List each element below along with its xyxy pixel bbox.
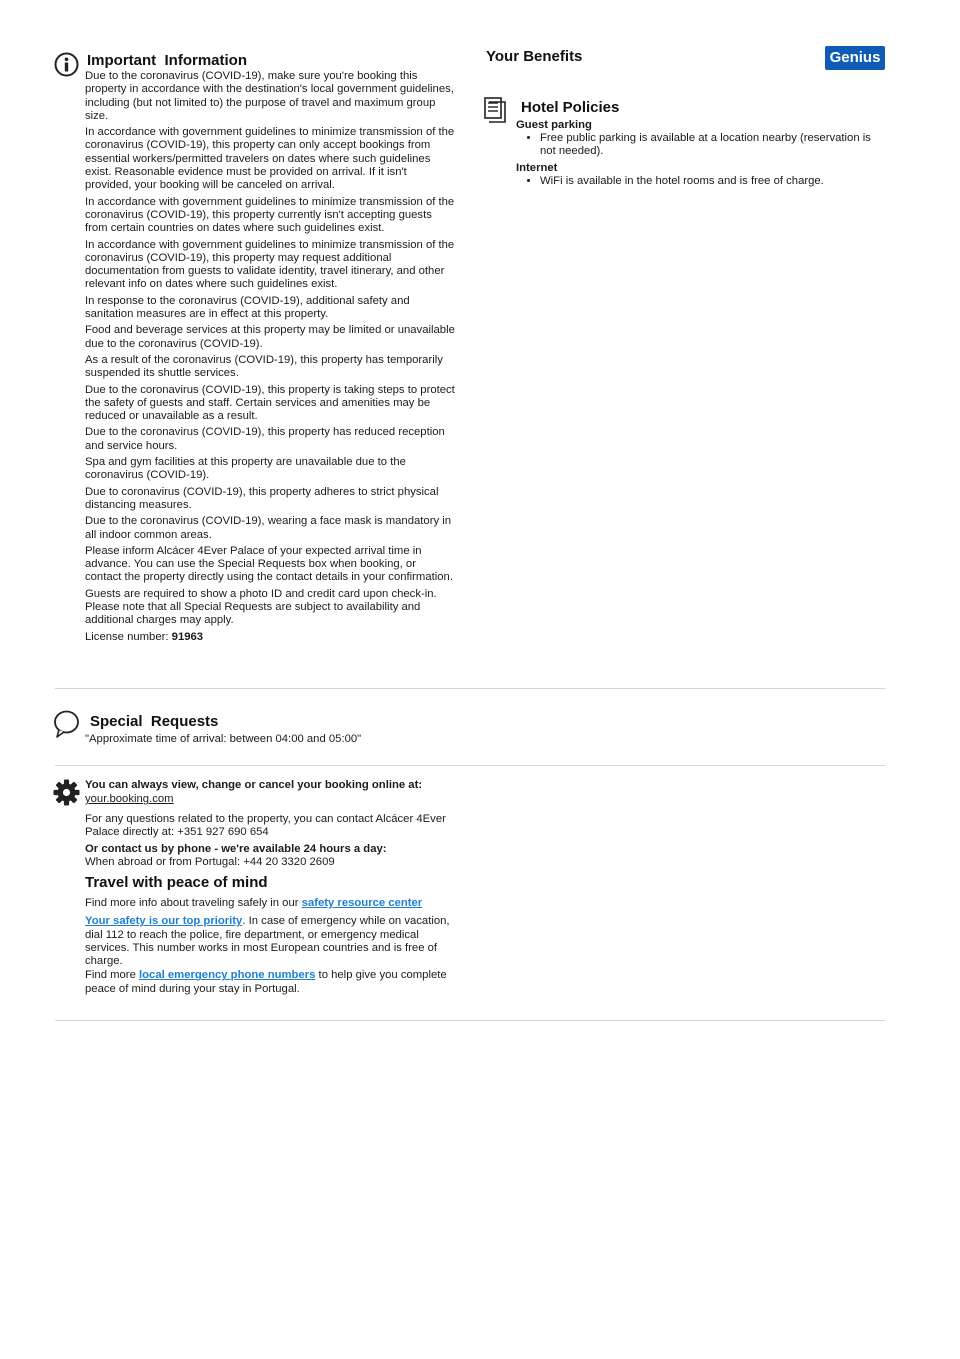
info-paragraph: Guests are required to show a photo ID and credit card upon check-in. Please note that all Special Requests are subject to availability and additional charges may apply. xyxy=(85,587,437,627)
info-paragraph: In accordance with government guidelines to minimize transmission of the coronavirus (COVID-19), this property may request additional documentation from guests to validate identity, travel itinerary, and other relevant info on dates where such guidelines exist. xyxy=(85,238,455,291)
booking-link[interactable]: your.booking.com xyxy=(85,793,174,806)
info-paragraph: Due to coronavirus (COVID-19), this property adheres to strict physical distancing measures. xyxy=(85,485,439,511)
divider xyxy=(55,1020,885,1021)
travel-line-1 xyxy=(85,897,457,910)
manage-booking-link-line xyxy=(85,793,457,806)
travel-line-2-text: . In case of emergency while on vacation, dial 112 to reach the police, fire department, or emergency medical services. This number works in most European countries and is free of charge. xyxy=(85,915,450,968)
info-paragraph: In response to the coronavirus (COVID-19), additional safety and sanitation measures are in effect at this property. xyxy=(85,294,410,321)
info-paragraph: Due to the coronavirus (COVID-19), wearing a face mask is mandatory in all indoor common areas. xyxy=(85,515,452,541)
manage-booking-heading-text: You can always view, change or cancel your booking online at: xyxy=(85,779,423,791)
guest-parking-heading: Guest parking xyxy=(516,119,592,131)
info-paragraph: Due to the coronavirus (COVID-19), make sure you're booking this property in accordance with the destination's local government guidelines, including (but not limited to) the purpose of travel and maximum group size. xyxy=(85,70,454,122)
phone-heading xyxy=(85,843,457,856)
travel-line-3-post: to help give you complete peace of mind during your stay in Portugal. xyxy=(85,969,447,995)
important-information-body xyxy=(85,70,455,647)
internet-heading: Internet xyxy=(516,161,558,174)
travel-body xyxy=(85,897,457,996)
travel-line-1-text: Find more info about traveling safely in our xyxy=(85,897,302,909)
info-paragraph: As a result of the coronavirus (COVID-19), this property has temporarily suspended its shuttle services. xyxy=(85,353,443,380)
phone-heading-text: Or contact us by phone - we're available 24 hours a day: xyxy=(85,843,387,856)
divider xyxy=(55,765,885,766)
travel-line-2 xyxy=(85,915,457,968)
special-requests-text: "Approximate time of arrival: between 04:00 and 05:00" xyxy=(85,733,362,745)
info-paragraph: In accordance with government guidelines to minimize transmission of the coronavirus (COVID-19), this property can only accept bookings from essential workers/permitted travelers on dates where such guidelines exist. Reasonable evidence must be provided on arrival. If it isn't provided, your booking will be canceled on arrival. xyxy=(85,126,455,192)
list-item: • Free public parking is available at a location nearby (reservation is not needed). xyxy=(540,132,886,159)
divider xyxy=(55,688,885,689)
speech-bubble-icon xyxy=(53,710,80,738)
info-paragraph: In accordance with government guidelines to minimize transmission of the coronavirus (COVID-19), this property currently isn't accepting guests from certain countries on dates where such guidelines exist. xyxy=(85,195,455,235)
property-contact-text: For any questions related to the property, you can contact Alcácer 4Ever Palace directly at: +351 927 690 654 xyxy=(85,812,446,838)
info-paragraph: Food and beverage services at this property may be limited or unavailable due to the coronavirus (COVID-19). xyxy=(85,324,455,350)
document-icon xyxy=(484,97,508,123)
license-number xyxy=(85,631,455,644)
special-requests-title: Special Requests xyxy=(90,713,219,730)
hotel-policies-title: Hotel Policies xyxy=(521,99,620,116)
guest-parking-list xyxy=(516,132,886,159)
travel-title: Travel with peace of mind xyxy=(85,874,268,891)
gear-icon xyxy=(53,779,80,806)
license-label: License number: xyxy=(85,630,172,643)
info-paragraph: Due to the coronavirus (COVID-19), this property is taking steps to protect the safety of guests and staff. Certain services and amenities may be reduced or unavailable as a result. xyxy=(85,383,455,423)
your-benefits-title: Your Benefits xyxy=(486,48,583,65)
important-information-title: Important Information xyxy=(87,52,247,69)
info-paragraph: Please inform Alcácer 4Ever Palace of your expected arrival time in advance. You can use the Special Requests box when booking, or contact the property directly using the contact details in your confirmation. xyxy=(85,544,453,584)
info-paragraph: Due to the coronavirus (COVID-19), this property has reduced reception and service hours. xyxy=(85,426,445,452)
manage-booking-body xyxy=(85,779,457,870)
hotel-policies-body xyxy=(516,118,886,189)
safety-priority-link[interactable]: Your safety is our top priority xyxy=(85,915,243,928)
info-icon xyxy=(54,52,79,77)
info-paragraph: Spa and gym facilities at this property are unavailable due to the coronavirus (COVID-19). xyxy=(85,456,406,482)
phone-text: When abroad or from Portugal: +44 20 3320 2609 xyxy=(85,856,335,869)
manage-booking-heading xyxy=(85,779,457,792)
genius-badge: Genius xyxy=(825,46,885,70)
list-item: • WiFi is available in the hotel rooms and is free of charge. xyxy=(540,175,886,188)
emergency-numbers-link[interactable]: local emergency phone numbers xyxy=(139,969,316,982)
travel-line-3 xyxy=(85,969,457,996)
travel-line-3-pre: Find more xyxy=(85,969,139,982)
safety-resource-center-link[interactable]: safety resource center xyxy=(301,897,423,909)
internet-list xyxy=(516,175,886,188)
license-value: 91963 xyxy=(171,630,204,643)
